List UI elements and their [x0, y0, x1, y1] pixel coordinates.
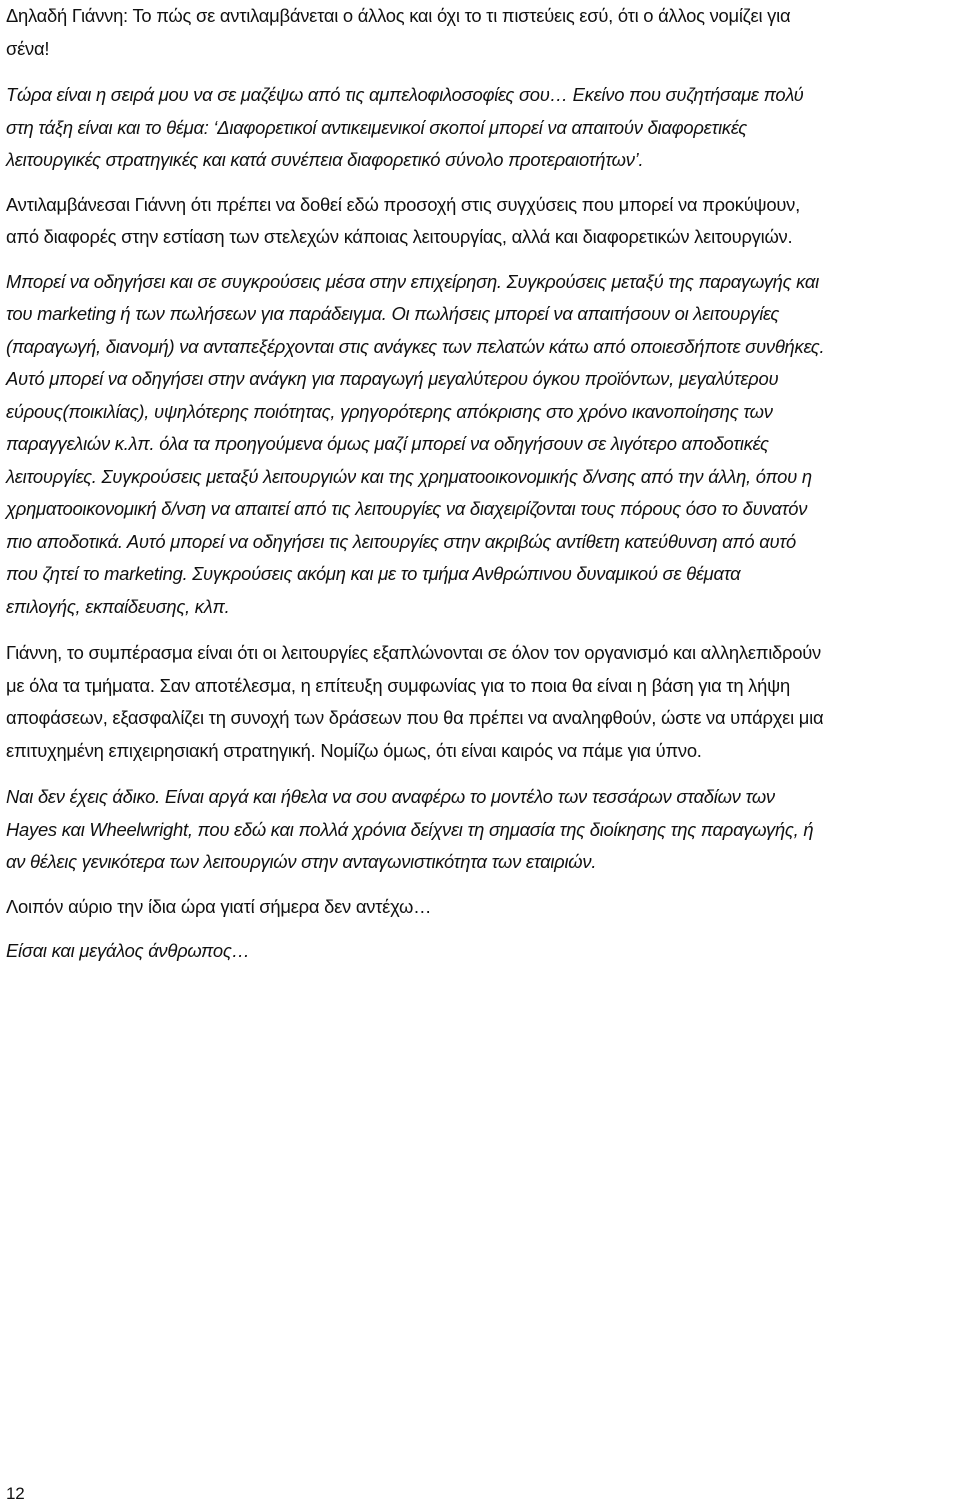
- text-line: [6, 558, 956, 591]
- text-run: Τώρα είναι η σειρά μου να σε μαζέψω από τις αμπελοφιλοσοφίες σου… Εκείνο που συζητήσαμε πολύ: [6, 84, 804, 105]
- text-run: Λοιπόν αύριο την ίδια ώρα γιατί σήμερα δεν αντέχω…: [6, 895, 432, 917]
- document-body: [6, 0, 956, 968]
- text-line: [6, 112, 956, 145]
- text-line: [6, 702, 956, 735]
- text-run: παραγγελιών κ.λπ. όλα τα προηγούμενα όμως μαζί μπορεί να οδηγήσουν σε λιγότερο αποδοτικές: [6, 433, 769, 454]
- text-line: [6, 637, 956, 670]
- paragraph: [6, 781, 956, 879]
- text-run: αν θέλεις γενικότερα των λειτουργιών στην ανταγωνιστικότητα των εταιριών.: [6, 851, 597, 872]
- text-run: Δηλαδή Γιάννη: Το πώς σε αντιλαμβάνεται ο άλλος και όχι το τι πιστεύεις εσύ, ότι ο άλλος νομίζει για: [6, 5, 791, 26]
- text-run: από διαφορές στην εστίαση των στελεχών κάποιας λειτουργίας, αλλά και διαφορετικών λειτουργιών.: [6, 226, 793, 247]
- text-run: Hayes και Wheelwright, που εδώ και πολλά χρόνια δείχνει τη σημασία της διοίκησης της παραγωγής, ή: [6, 818, 814, 840]
- page-number: 12: [6, 1484, 25, 1503]
- text-line: [6, 189, 956, 222]
- text-line: [6, 935, 956, 968]
- paragraph: [6, 637, 956, 767]
- text-run: πιο αποδοτικά. Αυτό μπορεί να οδηγήσει τις λειτουργίες στην ακριβώς αντίθετη κατεύθυνση από αυτό: [6, 530, 796, 552]
- text-run: με όλα τα τμήματα. Σαν αποτέλεσμα, η επίτευξη συμφωνίας για το ποια θα είναι η βάση για τη λήψη: [6, 674, 790, 696]
- text-line: [6, 814, 956, 847]
- text-run: λειτουργικές στρατηγικές και κατά συνέπεια διαφορετικό σύνολο προτεραιοτήτων’.: [6, 149, 644, 170]
- paragraph: [6, 935, 956, 968]
- text-run: (παραγωγή, διανομή) να ανταπεξέρχονται στις ανάγκες των πελατών κάτω από οποιεσδήποτε συνθήκες.: [6, 335, 825, 357]
- text-line: [6, 591, 956, 624]
- text-line: [6, 221, 956, 254]
- paragraph: [6, 266, 956, 624]
- text-run: Είσαι και μεγάλος άνθρωπος…: [6, 940, 250, 961]
- text-line: [6, 735, 956, 768]
- text-line: [6, 428, 956, 461]
- text-line: [6, 33, 956, 66]
- text-line: [6, 144, 956, 177]
- text-line: [6, 526, 956, 559]
- paragraph: [6, 0, 956, 65]
- text-line: [6, 846, 956, 879]
- text-line: [6, 79, 956, 112]
- text-run: αποφάσεων, εξασφαλίζει τη συνοχή των δράσεων που θα πρέπει να αναληφθούν, ώστε να υπάρχει μια: [6, 707, 824, 728]
- text-run: Αυτό μπορεί να οδηγήσει στην ανάγκη για παραγωγή μεγαλύτερου όγκου προϊόντων, μεγαλύτερου: [6, 368, 779, 389]
- paragraph: [6, 189, 956, 254]
- text-line: [6, 363, 956, 396]
- text-line: [6, 461, 956, 494]
- text-line: [6, 298, 956, 331]
- text-run: σένα!: [6, 37, 50, 59]
- text-run: Μπορεί να οδηγήσει και σε συγκρούσεις μέσα στην επιχείρηση. Συγκρούσεις μεταξύ της παραγωγής και: [6, 270, 819, 292]
- paragraph: [6, 79, 956, 177]
- text-line: [6, 331, 956, 364]
- text-run: Ναι δεν έχεις άδικο. Είναι αργά και ήθελα να σου αναφέρω το μοντέλο των τεσσάρων σταδίων των: [6, 786, 775, 807]
- text-line: [6, 891, 956, 924]
- text-run: επιτυχημένη επιχειρησιακή στρατηγική. Νομίζω όμως, ότι είναι καιρός να πάμε για ύπνο.: [6, 739, 702, 761]
- text-run: Γιάννη, το συμπέρασμα είναι ότι οι λειτουργίες εξαπλώνονται σε όλον τον οργανισμό και αλληλεπιδρούν: [6, 642, 821, 663]
- text-run: χρηματοοικονομική δ/νση να απαιτεί από τις λειτουργίες να διαχειρίζονται τους πόρους όσο το δυνατόν: [6, 498, 808, 519]
- text-line: [6, 781, 956, 814]
- text-run: εύρους(ποικιλίας), υψηλότερης ποιότητας, γρηγορότερης απόκρισης στο χρόνο ικανοποίησης των: [6, 400, 773, 422]
- text-run: επιλογής, εκπαίδευσης, κλπ.: [6, 595, 230, 617]
- text-line: [6, 396, 956, 429]
- text-run: λειτουργίες. Συγκρούσεις μεταξύ λειτουργιών και της χρηματοοικονομικής δ/νσης από την άλλη, όπου η: [6, 465, 812, 487]
- text-run: του marketing ή των πωλήσεων για παράδειγμα. Οι πωλήσεις μπορεί να απαιτήσουν οι λειτουργίες: [6, 303, 780, 324]
- text-run: που ζητεί το marketing. Συγκρούσεις ακόμη και με το τμήμα Ανθρώπινου δυναμικού σε θέματα: [6, 563, 741, 584]
- text-run: Αντιλαμβάνεσαι Γιάννη ότι πρέπει να δοθεί εδώ προσοχή στις συγχύσεις που μπορεί να προκύψουν,: [6, 193, 800, 215]
- paragraph: [6, 891, 956, 924]
- text-line: [6, 493, 956, 526]
- text-line: [6, 670, 956, 703]
- text-run: στη τάξη είναι και το θέμα: ‘Διαφορετικοί αντικειμενικοί σκοποί μπορεί να απαιτούν διαφορετικές: [6, 116, 747, 138]
- text-line: [6, 0, 956, 33]
- text-line: [6, 266, 956, 299]
